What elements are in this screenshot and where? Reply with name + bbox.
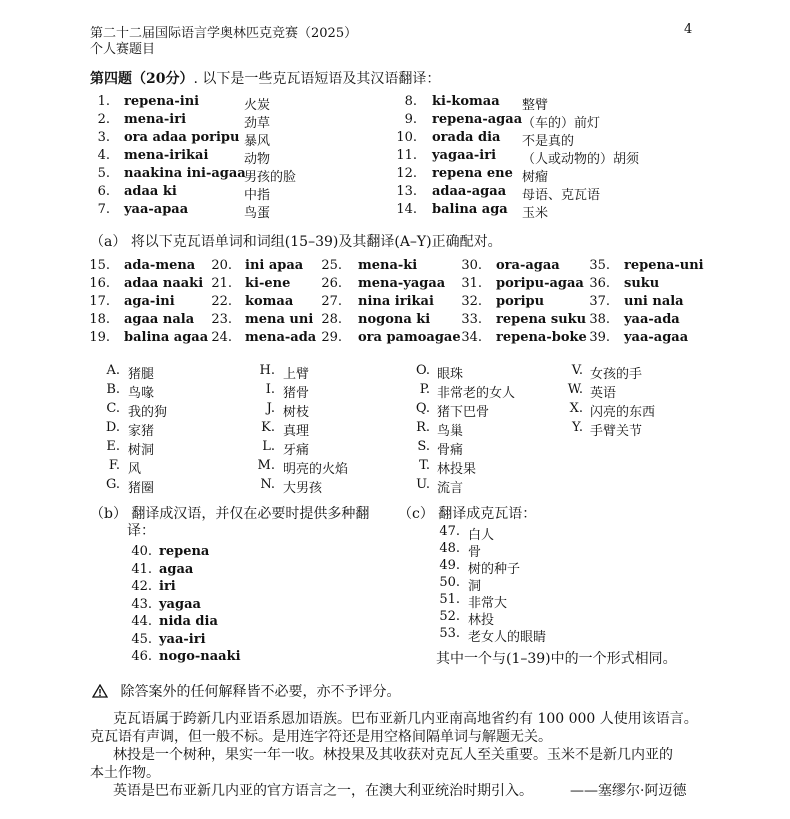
translate-item-kewa: iri [159,579,176,594]
match-item-number: 22. [211,294,232,309]
phrase-translation: 树瘤 [522,170,549,185]
option-translation: 树洞 [128,443,155,458]
match-item-number: 27. [321,294,342,309]
note-p3: 英语是巴布亚新几内亚的官方语言之一，在澳大利亚统治时期引入。 [113,783,533,799]
match-item-kewa: mena-ki [358,258,418,273]
note-p2-line1: 林投是一个树种，果实一年一收。林投果及其收获对克瓦人至关重要。玉米不是新几内亚的 [113,747,673,763]
translate-item-number: 46. [131,649,152,664]
phrase-translation: 母语、克瓦语 [522,188,601,203]
match-item-kewa: mena-yagaa [358,276,446,291]
phrase-kewa: repena-agaa [432,112,523,127]
part-b-label: （b） [90,506,127,522]
translate-item-chinese: 树的种子 [468,562,521,577]
translate-item-kewa: nogo-naaki [159,649,241,664]
phrase-number: 10. [396,130,417,145]
match-item-kewa: yaa-ada [624,312,680,327]
match-item-kewa: nina irikai [358,294,434,309]
match-item-kewa: ora pamoagae [358,330,461,345]
translate-item-number: 50. [439,575,460,590]
translate-item-number: 41. [131,561,152,577]
phrase-kewa: orada dia [432,130,501,145]
note-p2-line2: 本土作物。 [90,765,160,781]
match-item-number: 23. [211,312,232,327]
match-item-kewa: yaa-agaa [624,330,689,345]
translate-item-number: 52. [439,609,460,624]
match-item-kewa: komaa [245,294,294,309]
option-letter: H. [259,363,275,378]
match-item-number: 34. [461,330,482,345]
phrase-number: 1. [97,94,110,109]
match-item-number: 20. [211,258,232,273]
page-number: 4 [684,22,693,37]
note-p1-line1: 克瓦语属于跨新几内亚语系恩加语族。巴布亚新几内亚南高地省约有 100 000 人使用该语言。 [113,711,698,727]
phrase-number: 14. [396,202,417,217]
match-item-number: 33. [461,312,482,327]
phrase-kewa: yagaa-iri [432,148,497,163]
match-item-number: 37. [589,294,610,309]
phrase-translation: 不是真的 [522,134,575,149]
match-item-number: 28. [321,312,342,327]
match-item-number: 25. [321,258,342,273]
phrase-kewa: repena-ini [124,94,200,109]
part-c-label: （c） [398,506,434,522]
option-letter: K. [261,420,275,435]
option-translation: 流言 [437,481,464,496]
translate-item-chinese: 老女人的眼睛 [468,630,547,645]
match-item-kewa: balina agaa [124,330,209,345]
match-item-number: 18. [89,312,110,327]
contest-subtitle: 个人赛题目 [90,42,156,57]
phrase-number: 2. [97,112,110,127]
option-translation: 闪亮的东西 [590,405,656,420]
option-translation: 林投果 [437,462,477,477]
option-translation: 大男孩 [283,481,323,496]
author-signature: ——塞缪尔·阿迈德 [570,783,687,799]
phrase-translation: 劲草 [244,116,271,131]
match-item-kewa: ki-ene [245,276,291,291]
phrase-kewa: ora adaa poripu [124,130,240,145]
option-letter: M. [257,458,275,473]
option-translation: 家猪 [128,424,155,439]
problem-intro: . 以下是一些克瓦语短语及其汉语翻译： [193,71,441,87]
match-item-number: 32. [461,294,482,309]
phrase-number: 11. [396,148,417,163]
option-letter: T. [419,458,430,473]
match-item-kewa: aga-ini [124,294,175,309]
match-item-kewa: poripu [496,294,545,309]
match-item-kewa: adaa naaki [124,276,204,291]
match-item-kewa: repena-boke [496,330,587,345]
note-p1-line2: 克瓦语有声调，但一般不标。是用连字符还是用空格间隔单词与解题无关。 [90,729,552,745]
phrase-kewa: mena-iri [124,112,187,127]
contest-title: 第二十二届国际语言学奥林匹克竞赛（2025） [90,26,358,41]
option-translation: 女孩的手 [590,367,643,382]
match-item-kewa: agaa nala [124,312,195,327]
phrase-kewa: naakina ini-agaa [124,166,246,181]
translate-item-number: 51. [439,592,460,607]
part-a-heading [90,231,502,251]
match-item-number: 38. [589,312,610,327]
phrase-number: 13. [396,184,417,199]
option-letter: U. [416,477,430,492]
option-letter: D. [105,420,120,435]
match-item-kewa: mena uni [245,312,314,327]
option-letter: Q. [415,401,430,416]
match-item-kewa: suku [624,276,660,291]
option-translation: 眼珠 [437,367,464,382]
match-item-kewa: uni nala [624,294,684,309]
translate-item-chinese: 骨 [468,545,482,560]
translate-item-kewa: yagaa [159,596,201,612]
match-item-number: 15. [89,258,110,273]
phrase-number: 9. [404,112,417,127]
translate-item-number: 42. [131,579,152,594]
match-item-kewa: mena-ada [245,330,317,345]
translate-item-number: 40. [131,544,152,559]
match-item-number: 19. [89,330,110,345]
option-letter: X. [569,401,583,416]
option-letter: N. [260,477,275,492]
phrase-kewa: repena ene [432,166,513,181]
option-translation: 非常老的女人 [437,386,516,401]
match-item-number: 29. [321,330,342,345]
option-translation: 猪腿 [128,367,155,382]
match-item-kewa: nogona ki [358,312,431,327]
translate-item-number: 49. [439,558,460,573]
option-letter: C. [106,401,120,416]
phrase-kewa: balina aga [432,202,508,217]
option-translation: 骨痛 [437,443,464,458]
translate-item-chinese: 洞 [468,579,482,594]
option-translation: 真理 [283,424,310,439]
option-translation: 猪下巴骨 [437,405,490,420]
part-c-note: 其中一个与(1–39)中的一个形式相同。 [436,651,677,667]
part-c-heading [398,503,536,523]
phrase-translation: （人或动物的）胡须 [522,152,640,167]
phrase-kewa: yaa-apaa [124,202,189,217]
option-translation: 上臂 [283,367,310,382]
option-letter: W. [567,382,583,397]
translate-item-number: 47. [439,524,460,539]
option-translation: 英语 [590,386,617,401]
option-letter: F. [108,458,120,473]
phrase-translation: 鸟蛋 [244,206,271,221]
option-letter: J. [266,401,275,416]
match-item-number: 35. [589,258,610,273]
phrase-number: 5. [97,166,110,181]
option-letter: S. [417,439,430,454]
match-item-kewa: poripu-agaa [496,276,584,291]
option-letter: A. [106,363,120,378]
phrase-kewa: ki-komaa [432,94,500,109]
phrase-translation: 暴风 [244,134,271,149]
option-translation: 鸟巢 [437,424,464,439]
translate-item-number: 53. [439,626,460,641]
option-translation: 猪圈 [128,481,155,496]
translate-item-number: 48. [439,541,460,556]
match-item-kewa: repena suku [496,312,587,327]
translate-item-kewa: repena [159,544,210,559]
match-item-number: 26. [321,276,342,291]
option-letter: O. [415,363,430,378]
translate-item-number: 43. [131,596,152,612]
option-translation: 风 [128,462,142,477]
part-a-label: （a） [90,234,127,250]
match-item-number: 16. [89,276,110,291]
part-b-instruction-2: 译： [127,523,155,539]
part-a-instruction: 将以下克瓦语单词和词组(15–39)及其翻译(A–Y)正确配对。 [130,234,502,250]
problem-heading [90,68,440,88]
match-item-number: 36. [589,276,610,291]
option-translation: 树枝 [283,405,310,420]
phrase-number: 4. [97,148,110,163]
option-letter: E. [106,439,120,454]
option-letter: L. [262,439,275,454]
phrase-number: 6. [97,184,110,199]
option-translation: 猪骨 [283,386,310,401]
phrase-translation: 玉米 [522,206,549,221]
option-letter: P. [419,382,430,397]
part-c-instruction: 翻译成克瓦语： [438,506,537,522]
translate-item-kewa: yaa-iri [159,631,206,647]
match-item-number: 24. [211,330,232,345]
phrase-kewa: adaa-agaa [432,184,507,199]
option-letter: B. [106,382,120,397]
phrase-translation: 中指 [244,188,271,203]
translate-item-chinese: 林投 [468,613,495,628]
option-translation: 鸟喙 [128,386,155,401]
option-translation: 牙痛 [283,443,310,458]
translate-item-kewa: nida dia [159,614,218,629]
phrase-number: 12. [396,166,417,181]
option-translation: 我的狗 [128,405,168,420]
match-item-kewa: ora-agaa [496,258,560,273]
match-item-number: 30. [461,258,482,273]
match-item-number: 31. [461,276,482,291]
phrase-kewa: adaa ki [124,184,177,199]
phrase-translation: 男孩的脸 [244,170,297,185]
part-b-instruction-1: 翻译成汉语，并仅在必要时提供多种翻 [131,506,370,522]
phrase-translation: 火炭 [244,98,271,113]
match-item-kewa: ini apaa [245,258,304,273]
translate-item-number: 44. [131,614,152,629]
warning-icon [92,684,108,698]
translate-item-kewa: agaa [159,561,194,577]
warning-text: 除答案外的任何解释皆不必要，亦不予评分。 [120,684,401,700]
phrase-translation: 动物 [244,152,271,167]
translate-item-chinese: 非常大 [468,596,508,611]
problem-title: 第四题（20分） [90,71,194,87]
match-item-number: 21. [211,276,232,291]
match-item-number: 17. [89,294,110,309]
option-letter: Y. [571,420,583,435]
phrase-number: 7. [97,202,110,217]
translate-item-number: 45. [131,631,152,647]
option-letter: G. [105,477,120,492]
match-item-kewa: ada-mena [124,258,196,273]
warning-line [92,681,400,701]
phrase-kewa: mena-irikai [124,148,209,163]
option-translation: 明亮的火焰 [283,462,349,477]
match-item-number: 39. [589,330,610,345]
option-letter: V. [571,363,583,378]
match-item-kewa: repena-uni [624,258,704,273]
option-letter: R. [416,420,430,435]
phrase-translation: 整臂 [522,98,549,113]
option-translation: 手臂关节 [590,424,643,439]
option-letter: I. [265,382,275,397]
phrase-number: 3. [97,130,110,145]
phrase-number: 8. [404,94,417,109]
phrase-translation: （车的）前灯 [522,116,601,131]
translate-item-chinese: 白人 [468,528,495,543]
